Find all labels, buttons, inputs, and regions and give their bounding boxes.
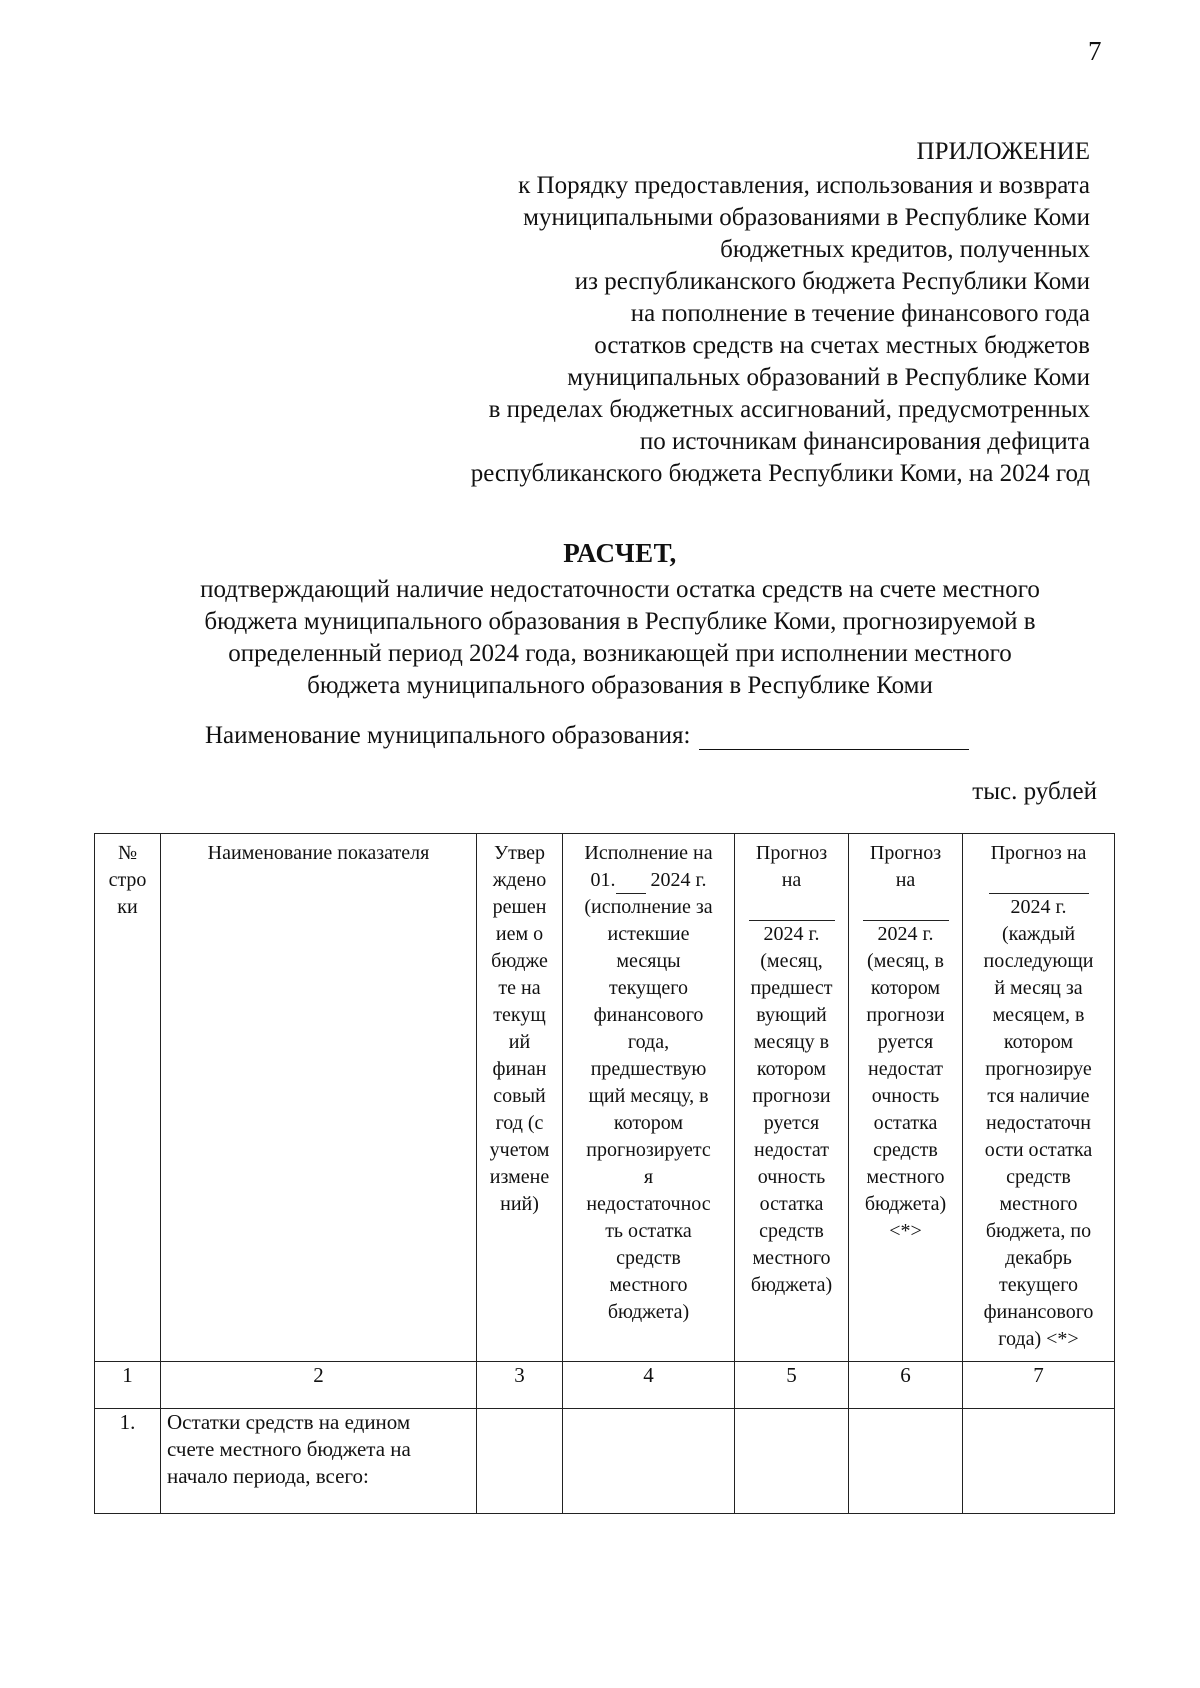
calculation-subtitle bbox=[80, 574, 1160, 702]
subtitle-line: подтверждающий наличие недостаточности остатка средств на счете местного bbox=[200, 576, 1040, 603]
appendix-line: к Порядку предоставления, использования и возврата bbox=[518, 172, 1090, 199]
appendix-title: ПРИЛОЖЕНИЕ bbox=[916, 138, 1090, 165]
table-cell bbox=[735, 1409, 849, 1514]
page-number: 7 bbox=[1088, 36, 1102, 66]
municipality-field bbox=[205, 722, 969, 750]
subtitle-line: определенный период 2024 года, возникающей при исполнении местного bbox=[228, 640, 1012, 667]
appendix-line: муниципальными образованиями в Республике Коми bbox=[523, 204, 1090, 231]
header-col-6: Прогноз на 2024 г. (месяц, в котором прогнози руется недостат очность остатка средств местного бюджета) <*> bbox=[849, 834, 963, 1362]
municipality-label: Наименование муниципального образования: bbox=[205, 722, 691, 749]
appendix-line: остатков средств на счетах местных бюджетов bbox=[594, 332, 1090, 359]
header-col-3: Утвер ждено решен ием о бюдже те на текущ ий финан совый год (с учетом измене ний) bbox=[477, 834, 563, 1362]
appendix-line: в пределах бюджетных ассигнований, предусмотренных bbox=[488, 396, 1090, 423]
table-cell bbox=[849, 1409, 963, 1514]
column-number: 6 bbox=[849, 1362, 963, 1409]
table-cell bbox=[963, 1409, 1115, 1514]
column-number: 7 bbox=[963, 1362, 1115, 1409]
column-number: 3 bbox=[477, 1362, 563, 1409]
calculation-title: РАСЧЕТ, bbox=[563, 538, 677, 568]
header-col-2: Наименование показателя bbox=[161, 834, 477, 1362]
column-number: 1 bbox=[95, 1362, 161, 1409]
calculation-table bbox=[94, 833, 1115, 1514]
row-indicator-name: Остатки средств на едином счете местного бюджета на начало периода, всего: bbox=[161, 1409, 477, 1514]
header-col-4: Исполнение на 01. 2024 г. (исполнение за истекшие месяцы текущего финансового года, предшествую щий месяцу, в котором прогнозируетс я недостаточнос ть остатка средств местного бюджета) bbox=[563, 834, 735, 1362]
appendix-heading bbox=[190, 136, 1090, 490]
municipality-blank bbox=[699, 725, 969, 750]
row-number: 1. bbox=[95, 1409, 161, 1514]
appendix-line: по источникам финансирования дефицита bbox=[639, 428, 1090, 455]
table-cell bbox=[477, 1409, 563, 1514]
column-number: 5 bbox=[735, 1362, 849, 1409]
table-row bbox=[95, 1409, 1115, 1514]
appendix-line: на пополнение в течение финансового года bbox=[630, 300, 1090, 327]
appendix-line: из республиканского бюджета Республики Коми bbox=[574, 268, 1090, 295]
units-label: тыс. рублей bbox=[972, 778, 1097, 805]
header-col-5: Прогноз на 2024 г. (месяц, предшест вующий месяцу в котором прогнози руется недостат очность остатка средств местного бюджета) bbox=[735, 834, 849, 1362]
table-header-row bbox=[95, 834, 1115, 1362]
appendix-line: республиканского бюджета Республики Коми, на 2024 год bbox=[470, 460, 1090, 487]
appendix-line: бюджетных кредитов, полученных bbox=[720, 236, 1090, 263]
subtitle-line: бюджета муниципального образования в Республике Коми bbox=[307, 672, 933, 699]
appendix-line: муниципальных образований в Республике Коми bbox=[567, 364, 1090, 391]
column-number: 4 bbox=[563, 1362, 735, 1409]
table-cell bbox=[563, 1409, 735, 1514]
header-col-7: Прогноз на 2024 г. (каждый последующи й месяц за месяцем, в котором прогнозируе тся наличие недостаточн ости остатка средств местного бюджета, по декабрь текущего финансового года) <*> bbox=[963, 834, 1115, 1362]
header-col-1: № стро ки bbox=[95, 834, 161, 1362]
subtitle-line: бюджета муниципального образования в Республике Коми, прогнозируемой в bbox=[204, 608, 1036, 635]
column-number: 2 bbox=[161, 1362, 477, 1409]
column-number-row bbox=[95, 1362, 1115, 1409]
